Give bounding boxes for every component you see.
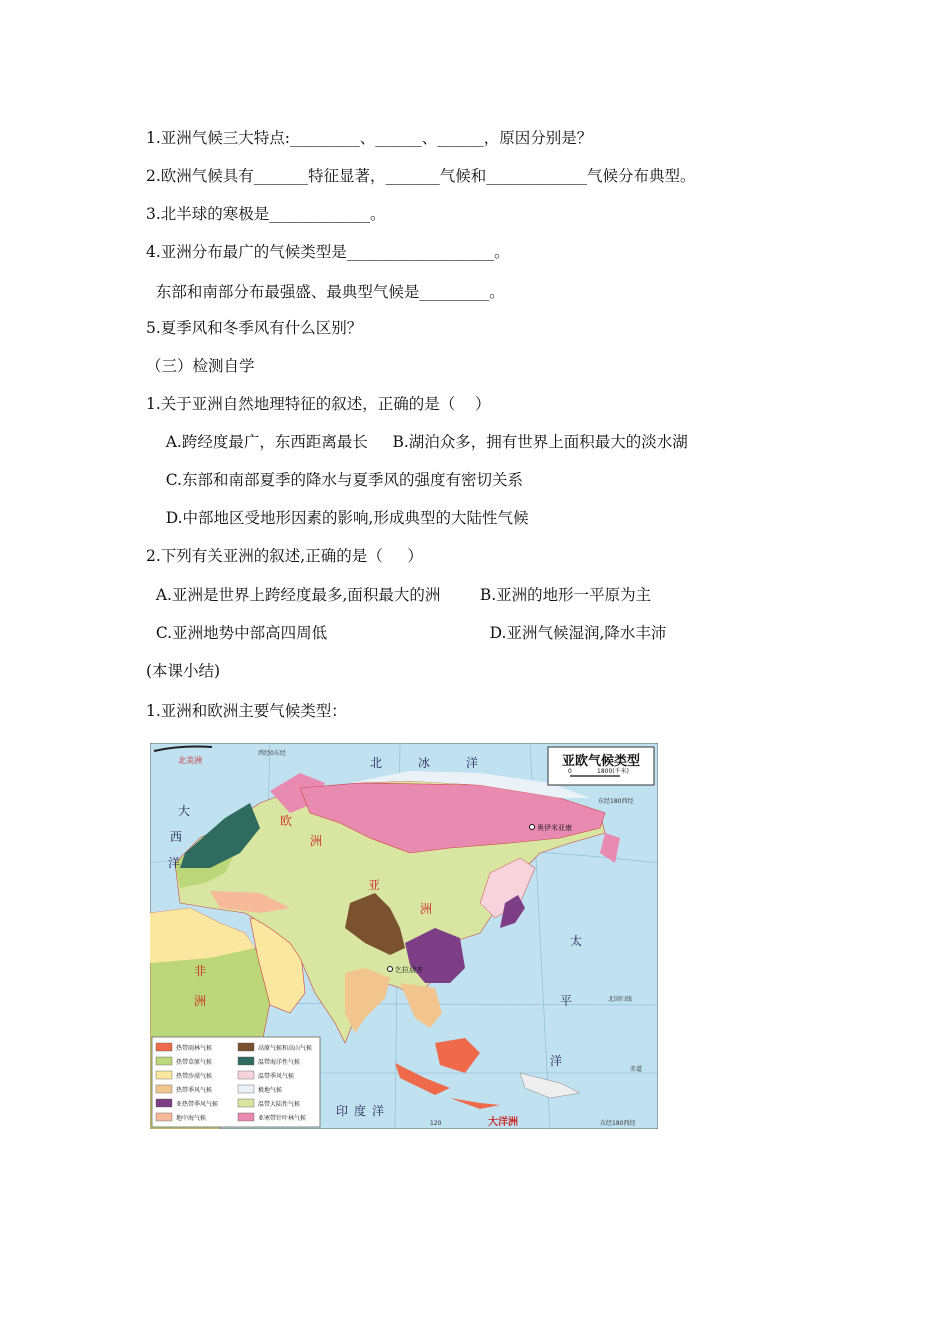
map-title: 亚欧气候类型 [561,754,641,769]
label-arctic-2: 冰 [418,756,431,770]
legend-swatch [238,1113,254,1121]
summary-heading: (本课小结) [146,662,221,680]
legend-label: 温带大陆性气候 [258,1101,301,1108]
mcq-1-stem: 1.关于亚洲自然地理特征的叙述，正确的是（ ） [146,395,491,413]
legend-label: 热带草原气候 [176,1059,213,1066]
legend-label: 热带沙漠气候 [176,1073,213,1080]
question-line-3: 3.北半球的寒极是_____________。 [146,205,386,223]
label-lon-180-top: 东经180西经 [598,798,634,805]
question-line-4b: 东部和南部分布最强盛、最典型气候是_________。 [146,283,505,301]
legend-swatch [156,1085,172,1093]
mcq-2-options-cd: C.亚洲地势中部高四周低 D.亚洲气候湿润,降水丰沛 [146,624,667,642]
climate-map [150,743,658,1129]
label-asia-1: 亚 [368,878,381,892]
scale-zero: 0 [568,768,572,775]
section-heading: （三）检测自学 [146,357,255,375]
label-pacific-2: 平 [560,994,573,1008]
legend-swatch [156,1099,172,1107]
label-north-america: 北美洲 [178,756,202,765]
legend-label: 温带季风气候 [258,1073,295,1080]
legend-swatch [156,1071,172,1079]
city-oymyakon-marker [530,825,535,830]
scale-label: 1800(千米) [597,768,629,775]
legend-label: 高原气候和高山气候 [258,1045,313,1052]
summary-item-1: 1.亚洲和欧洲主要气候类型： [146,702,347,720]
label-atlantic-3: 洋 [168,856,181,870]
label-asia-2: 洲 [420,902,433,916]
label-europe-2: 洲 [310,834,323,848]
city-cherrapunji-marker [388,967,393,972]
label-lon-180-bottom: 东经180西经 [600,1120,636,1127]
legend-label: 热带雨林气候 [176,1045,213,1052]
label-lon-120: 120 [430,1120,442,1127]
legend-swatch [156,1057,172,1065]
legend-label: 亚热带季风气候 [176,1101,219,1108]
mcq-1-option-c: C.东部和南部夏季的降水与夏季风的强度有密切关系 [146,471,523,489]
label-europe-1: 欧 [280,814,293,828]
mcq-2-options-ab: A.亚洲是世界上跨经度最多,面积最大的洲 B.亚洲的地形一平原为主 [146,586,652,604]
mcq-1-option-d: D.中部地区受地形因素的影响,形成典型的大陆性气候 [146,509,529,527]
label-atlantic-2: 西 [170,830,183,844]
label-tropic: 北回归线 [608,996,633,1003]
legend-swatch [156,1043,172,1051]
mcq-1-options-ab: A.跨经度最广，东西距离最长 B.湖泊众多，拥有世界上面积最大的淡水湖 [146,433,688,451]
legend-label: 热带季风气候 [176,1087,213,1094]
question-line-2: 2.欧洲气候具有_______特征显著，_______气候和_____________气候分布典型。 [146,167,696,185]
legend-swatch [238,1099,254,1107]
label-pacific-1: 太 [570,934,583,948]
question-line-4: 4.亚洲分布最广的气候类型是___________________。 [146,243,510,261]
label-africa-2: 洲 [194,994,207,1008]
legend-label: 地中海气候 [176,1115,207,1122]
legend-swatch [238,1043,254,1051]
label-atlantic-1: 大 [178,804,191,818]
legend-label: 温带海洋性气候 [258,1059,301,1066]
legend-swatch [238,1057,254,1065]
question-line-5: 5.夏季风和冬季风有什么区别？ [146,319,363,337]
label-arctic-1: 北 [370,756,383,770]
mcq-2-stem: 2.下列有关亚洲的叙述,正确的是（ ） [146,547,423,565]
label-lon-0: 西经0东经 [258,750,286,757]
city-cherrapunji-label: 乞拉朋齐 [395,966,423,974]
city-oymyakon-label: 奥伊米亚康 [537,824,572,832]
legend-swatch [156,1113,172,1121]
label-oceania: 大洋洲 [488,1117,518,1128]
label-arctic-3: 洋 [466,756,479,770]
legend-swatch [238,1085,254,1093]
label-equator: 赤道 [630,1066,643,1073]
legend-swatch [238,1071,254,1079]
question-line-1: 1.亚洲气候三大特点:_________、______、______，原因分别是？ [146,129,593,147]
label-pacific-3: 洋 [550,1054,563,1068]
legend-label: 极地气候 [258,1087,283,1094]
label-africa-1: 非 [194,964,207,978]
label-indian-ocean: 印度洋 [336,1104,391,1118]
legend-label: 亚寒带针叶林气候 [258,1115,307,1122]
